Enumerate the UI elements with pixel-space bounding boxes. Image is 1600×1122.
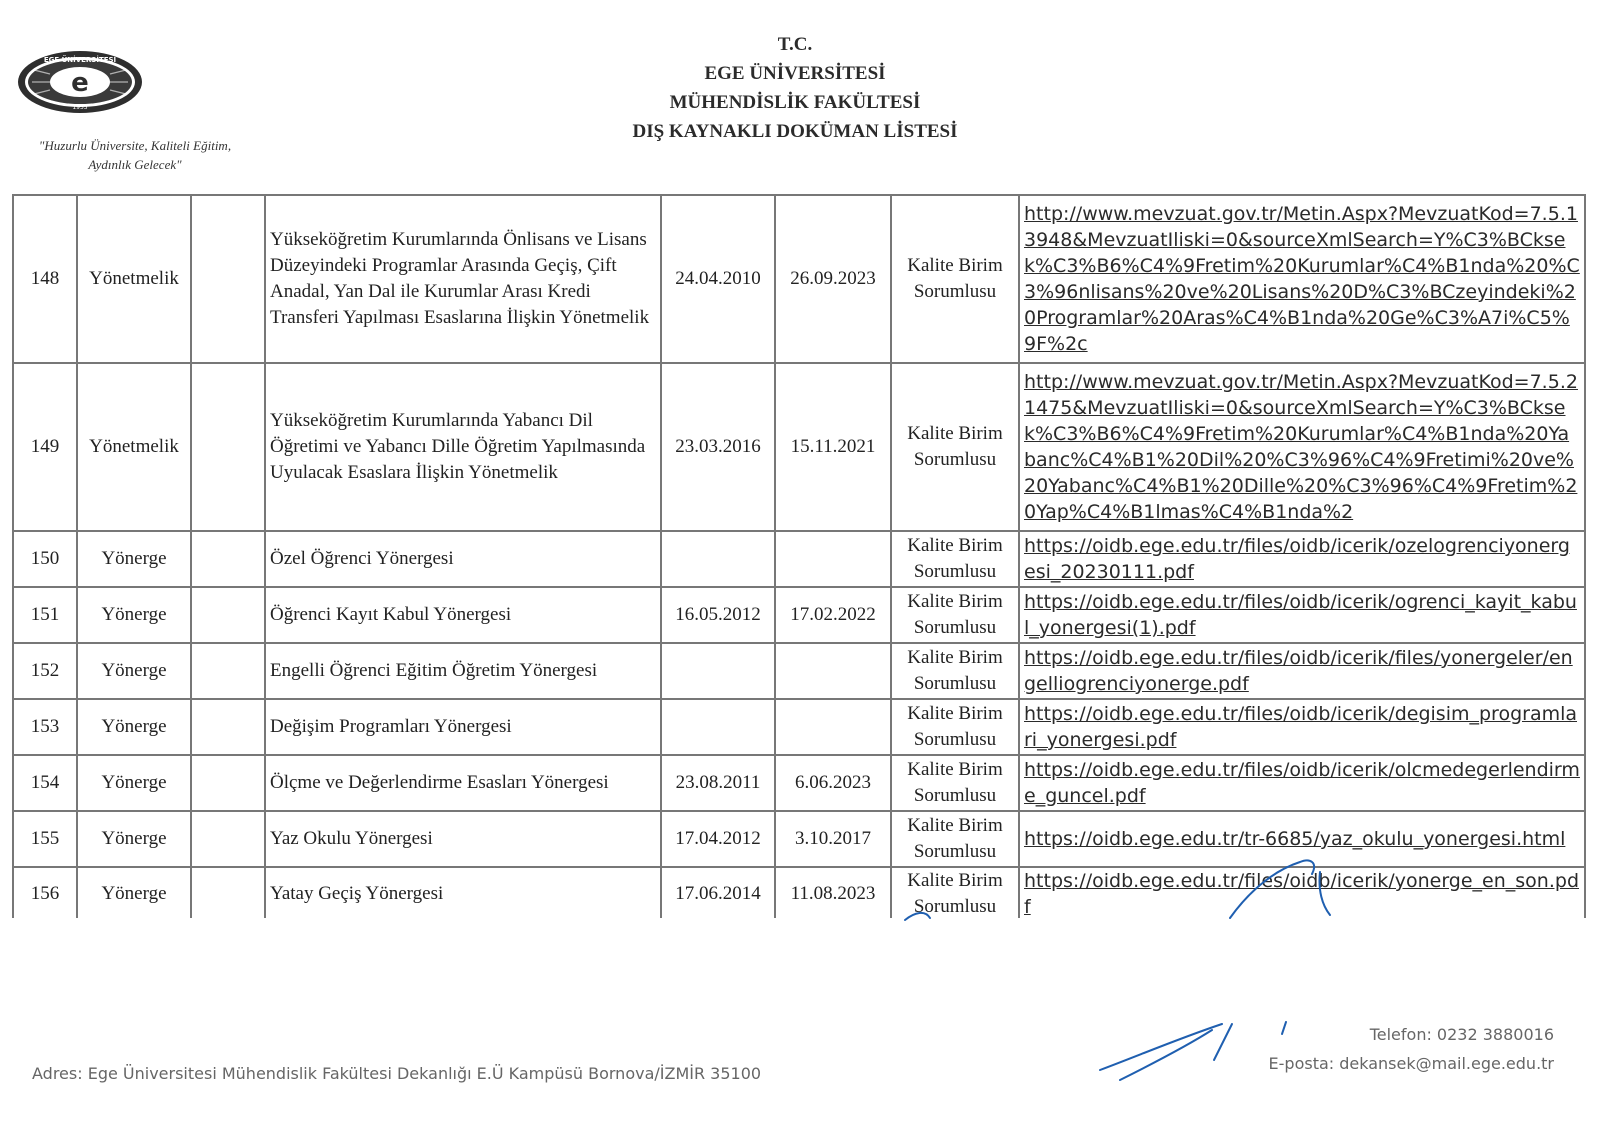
row-number: 156 bbox=[13, 867, 77, 920]
document-name: Yaz Okulu Yönergesi bbox=[265, 811, 661, 867]
document-link-cell bbox=[1019, 867, 1585, 920]
responsible: Kalite Birim Sorumlusu bbox=[891, 755, 1019, 811]
publish-date bbox=[661, 531, 775, 587]
responsible: Kalite Birim Sorumlusu bbox=[891, 531, 1019, 587]
document-name: Ölçme ve Değerlendirme Esasları Yönergesi bbox=[265, 755, 661, 811]
document-list-table bbox=[12, 194, 1586, 920]
publish-date: 23.08.2011 bbox=[661, 755, 775, 811]
row-number: 148 bbox=[13, 195, 77, 363]
document-name: Engelli Öğrenci Eğitim Öğretim Yönergesi bbox=[265, 643, 661, 699]
revision-date: 11.08.2023 bbox=[775, 867, 891, 920]
row-number: 149 bbox=[13, 363, 77, 531]
header-line-1: T.C. bbox=[777, 34, 813, 55]
table-row bbox=[13, 587, 1585, 643]
document-type: Yönerge bbox=[77, 587, 191, 643]
table-row bbox=[13, 811, 1585, 867]
publish-date: 24.04.2010 bbox=[661, 195, 775, 363]
logo-name: EGE ÜNİVERSİTESİ bbox=[43, 56, 117, 64]
revision-date bbox=[775, 699, 891, 755]
row-number: 153 bbox=[13, 699, 77, 755]
document-type: Yönetmelik bbox=[77, 363, 191, 531]
publish-date: 17.04.2012 bbox=[661, 811, 775, 867]
responsible: Kalite Birim Sorumlusu bbox=[891, 363, 1019, 531]
university-motto bbox=[10, 136, 260, 174]
empty-cell bbox=[191, 699, 265, 755]
footer-email: E-posta: dekansek@mail.ege.edu.tr bbox=[1268, 1054, 1554, 1073]
footer-address: Adres: Ege Üniversitesi Mühendislik Fakültesi Dekanlığı E.Ü Kampüsü Bornova/İZMİR 35100 bbox=[32, 1064, 762, 1083]
document-type: Yönerge bbox=[77, 755, 191, 811]
document-link-cell bbox=[1019, 699, 1585, 755]
publish-date bbox=[661, 643, 775, 699]
publish-date: 23.03.2016 bbox=[661, 363, 775, 531]
publish-date bbox=[661, 699, 775, 755]
revision-date: 26.09.2023 bbox=[775, 195, 891, 363]
document-link[interactable]: https://oidb.ege.edu.tr/files/oidb/icerik/degisim_programlari_yonergesi.pdf bbox=[1024, 703, 1578, 751]
logo-letter: e bbox=[71, 68, 89, 98]
document-title: DIŞ KAYNAKLI DOKÜMAN LİSTESİ bbox=[632, 121, 958, 142]
responsible: Kalite Birim Sorumlusu bbox=[891, 195, 1019, 363]
document-link-cell bbox=[1019, 195, 1585, 363]
table-row bbox=[13, 195, 1585, 363]
document-link[interactable]: https://oidb.ege.edu.tr/files/oidb/icerik/files/yonergeler/engelliogrenciyonerge.pdf bbox=[1024, 647, 1573, 695]
publish-date: 16.05.2012 bbox=[661, 587, 775, 643]
document-link[interactable]: http://www.mevzuat.gov.tr/Metin.Aspx?MevzuatKod=7.5.21475&MevzuatIliski=0&sourceXmlSearch=Y%C3%BCksek%C3%B6%C4%9Fretim%20Kurumlar%C4%B1nda%20Yabanc%C4%B1%20Dil%20%C3%96%C4%9Fretimi%20ve%20Yabanc%C4%B1%20Dille%20%C3%96%C4%9Fretim%20Yap%C4%B1lmas%C4%B1nda%2 bbox=[1024, 371, 1578, 523]
document-type: Yönerge bbox=[77, 699, 191, 755]
empty-cell bbox=[191, 643, 265, 699]
footer-contact bbox=[1269, 1020, 1554, 1078]
row-number: 155 bbox=[13, 811, 77, 867]
page-cut bbox=[0, 918, 1600, 928]
responsible: Kalite Birim Sorumlusu bbox=[891, 811, 1019, 867]
table-row bbox=[13, 531, 1585, 587]
document-name: Yükseköğretim Kurumlarında Yabancı Dil Öğretimi ve Yabancı Dille Öğretim Yapılmasında Uyulacak Esaslara İlişkin Yönetmelik bbox=[265, 363, 661, 531]
row-number: 151 bbox=[13, 587, 77, 643]
document-link[interactable]: https://oidb.ege.edu.tr/files/oidb/icerik/ogrenci_kayit_kabul_yonergesi(1).pdf bbox=[1024, 591, 1577, 639]
document-type: Yönerge bbox=[77, 867, 191, 920]
empty-cell bbox=[191, 363, 265, 531]
document-link-cell bbox=[1019, 811, 1585, 867]
document-name: Yatay Geçiş Yönergesi bbox=[265, 867, 661, 920]
document-name: Değişim Programları Yönergesi bbox=[265, 699, 661, 755]
document-link-cell bbox=[1019, 755, 1585, 811]
document-name: Özel Öğrenci Yönergesi bbox=[265, 531, 661, 587]
motto-line-1: "Huzurlu Üniversite, Kaliteli Eğitim, bbox=[38, 138, 232, 153]
responsible: Kalite Birim Sorumlusu bbox=[891, 699, 1019, 755]
row-number: 150 bbox=[13, 531, 77, 587]
table-row bbox=[13, 363, 1585, 531]
document-name: Yükseköğretim Kurumlarında Önlisans ve Lisans Düzeyindeki Programlar Arasında Geçiş, Çift Anadal, Yan Dal ile Kurumlar Arası Kredi Transferi Yapılması Esaslarına İlişkin Yönetmelik bbox=[265, 195, 661, 363]
document-link-cell bbox=[1019, 363, 1585, 531]
revision-date: 15.11.2021 bbox=[775, 363, 891, 531]
empty-cell bbox=[191, 195, 265, 363]
document-header bbox=[540, 30, 1050, 146]
header-line-2: EGE ÜNİVERSİTESİ bbox=[704, 63, 886, 84]
responsible: Kalite Birim Sorumlusu bbox=[891, 643, 1019, 699]
document-link[interactable]: https://oidb.ege.edu.tr/files/oidb/icerik/olcmedegerlendirme_guncel.pdf bbox=[1024, 759, 1580, 807]
responsible: Kalite Birim Sorumlusu bbox=[891, 587, 1019, 643]
revision-date bbox=[775, 643, 891, 699]
document-type: Yönetmelik bbox=[77, 195, 191, 363]
document-link-cell bbox=[1019, 587, 1585, 643]
table-row bbox=[13, 643, 1585, 699]
document-link-cell bbox=[1019, 643, 1585, 699]
university-logo bbox=[16, 50, 144, 114]
publish-date: 17.06.2014 bbox=[661, 867, 775, 920]
revision-date: 6.06.2023 bbox=[775, 755, 891, 811]
document-link-cell bbox=[1019, 531, 1585, 587]
document-type: Yönerge bbox=[77, 811, 191, 867]
revision-date: 17.02.2022 bbox=[775, 587, 891, 643]
table-row bbox=[13, 867, 1585, 920]
table-row bbox=[13, 755, 1585, 811]
empty-cell bbox=[191, 811, 265, 867]
row-number: 152 bbox=[13, 643, 77, 699]
header-line-3: MÜHENDİSLİK FAKÜLTESİ bbox=[669, 92, 921, 113]
document-type: Yönerge bbox=[77, 643, 191, 699]
document-link[interactable]: https://oidb.ege.edu.tr/files/oidb/icerik/yonerge_en_son.pdf bbox=[1024, 870, 1579, 918]
empty-cell bbox=[191, 867, 265, 920]
row-number: 154 bbox=[13, 755, 77, 811]
responsible: Kalite Birim Sorumlusu bbox=[891, 867, 1019, 920]
document-link[interactable]: http://www.mevzuat.gov.tr/Metin.Aspx?MevzuatKod=7.5.13948&MevzuatIliski=0&sourceXmlSearch=Y%C3%BCksek%C3%B6%C4%9Fretim%20Kurumlar%C4%B1nda%20%C3%96nlisans%20ve%20Lisans%20D%C3%BCzeyindeki%20Programlar%20Aras%C4%B1nda%20Ge%C3%A7i%C5%9F%2c bbox=[1024, 203, 1580, 355]
document-name: Öğrenci Kayıt Kabul Yönergesi bbox=[265, 587, 661, 643]
empty-cell bbox=[191, 531, 265, 587]
empty-cell bbox=[191, 587, 265, 643]
document-link[interactable]: https://oidb.ege.edu.tr/tr-6685/yaz_okulu_yonergesi.html bbox=[1024, 828, 1566, 850]
logo-year: 1955 bbox=[72, 104, 88, 111]
table-row bbox=[13, 699, 1585, 755]
revision-date bbox=[775, 531, 891, 587]
footer-phone: Telefon: 0232 3880016 bbox=[1369, 1025, 1554, 1044]
empty-cell bbox=[191, 755, 265, 811]
document-type: Yönerge bbox=[77, 531, 191, 587]
revision-date: 3.10.2017 bbox=[775, 811, 891, 867]
document-link[interactable]: https://oidb.ege.edu.tr/files/oidb/icerik/ozelogrenciyonergesi_20230111.pdf bbox=[1024, 535, 1570, 583]
motto-line-2: Aydınlık Gelecek" bbox=[88, 157, 182, 172]
